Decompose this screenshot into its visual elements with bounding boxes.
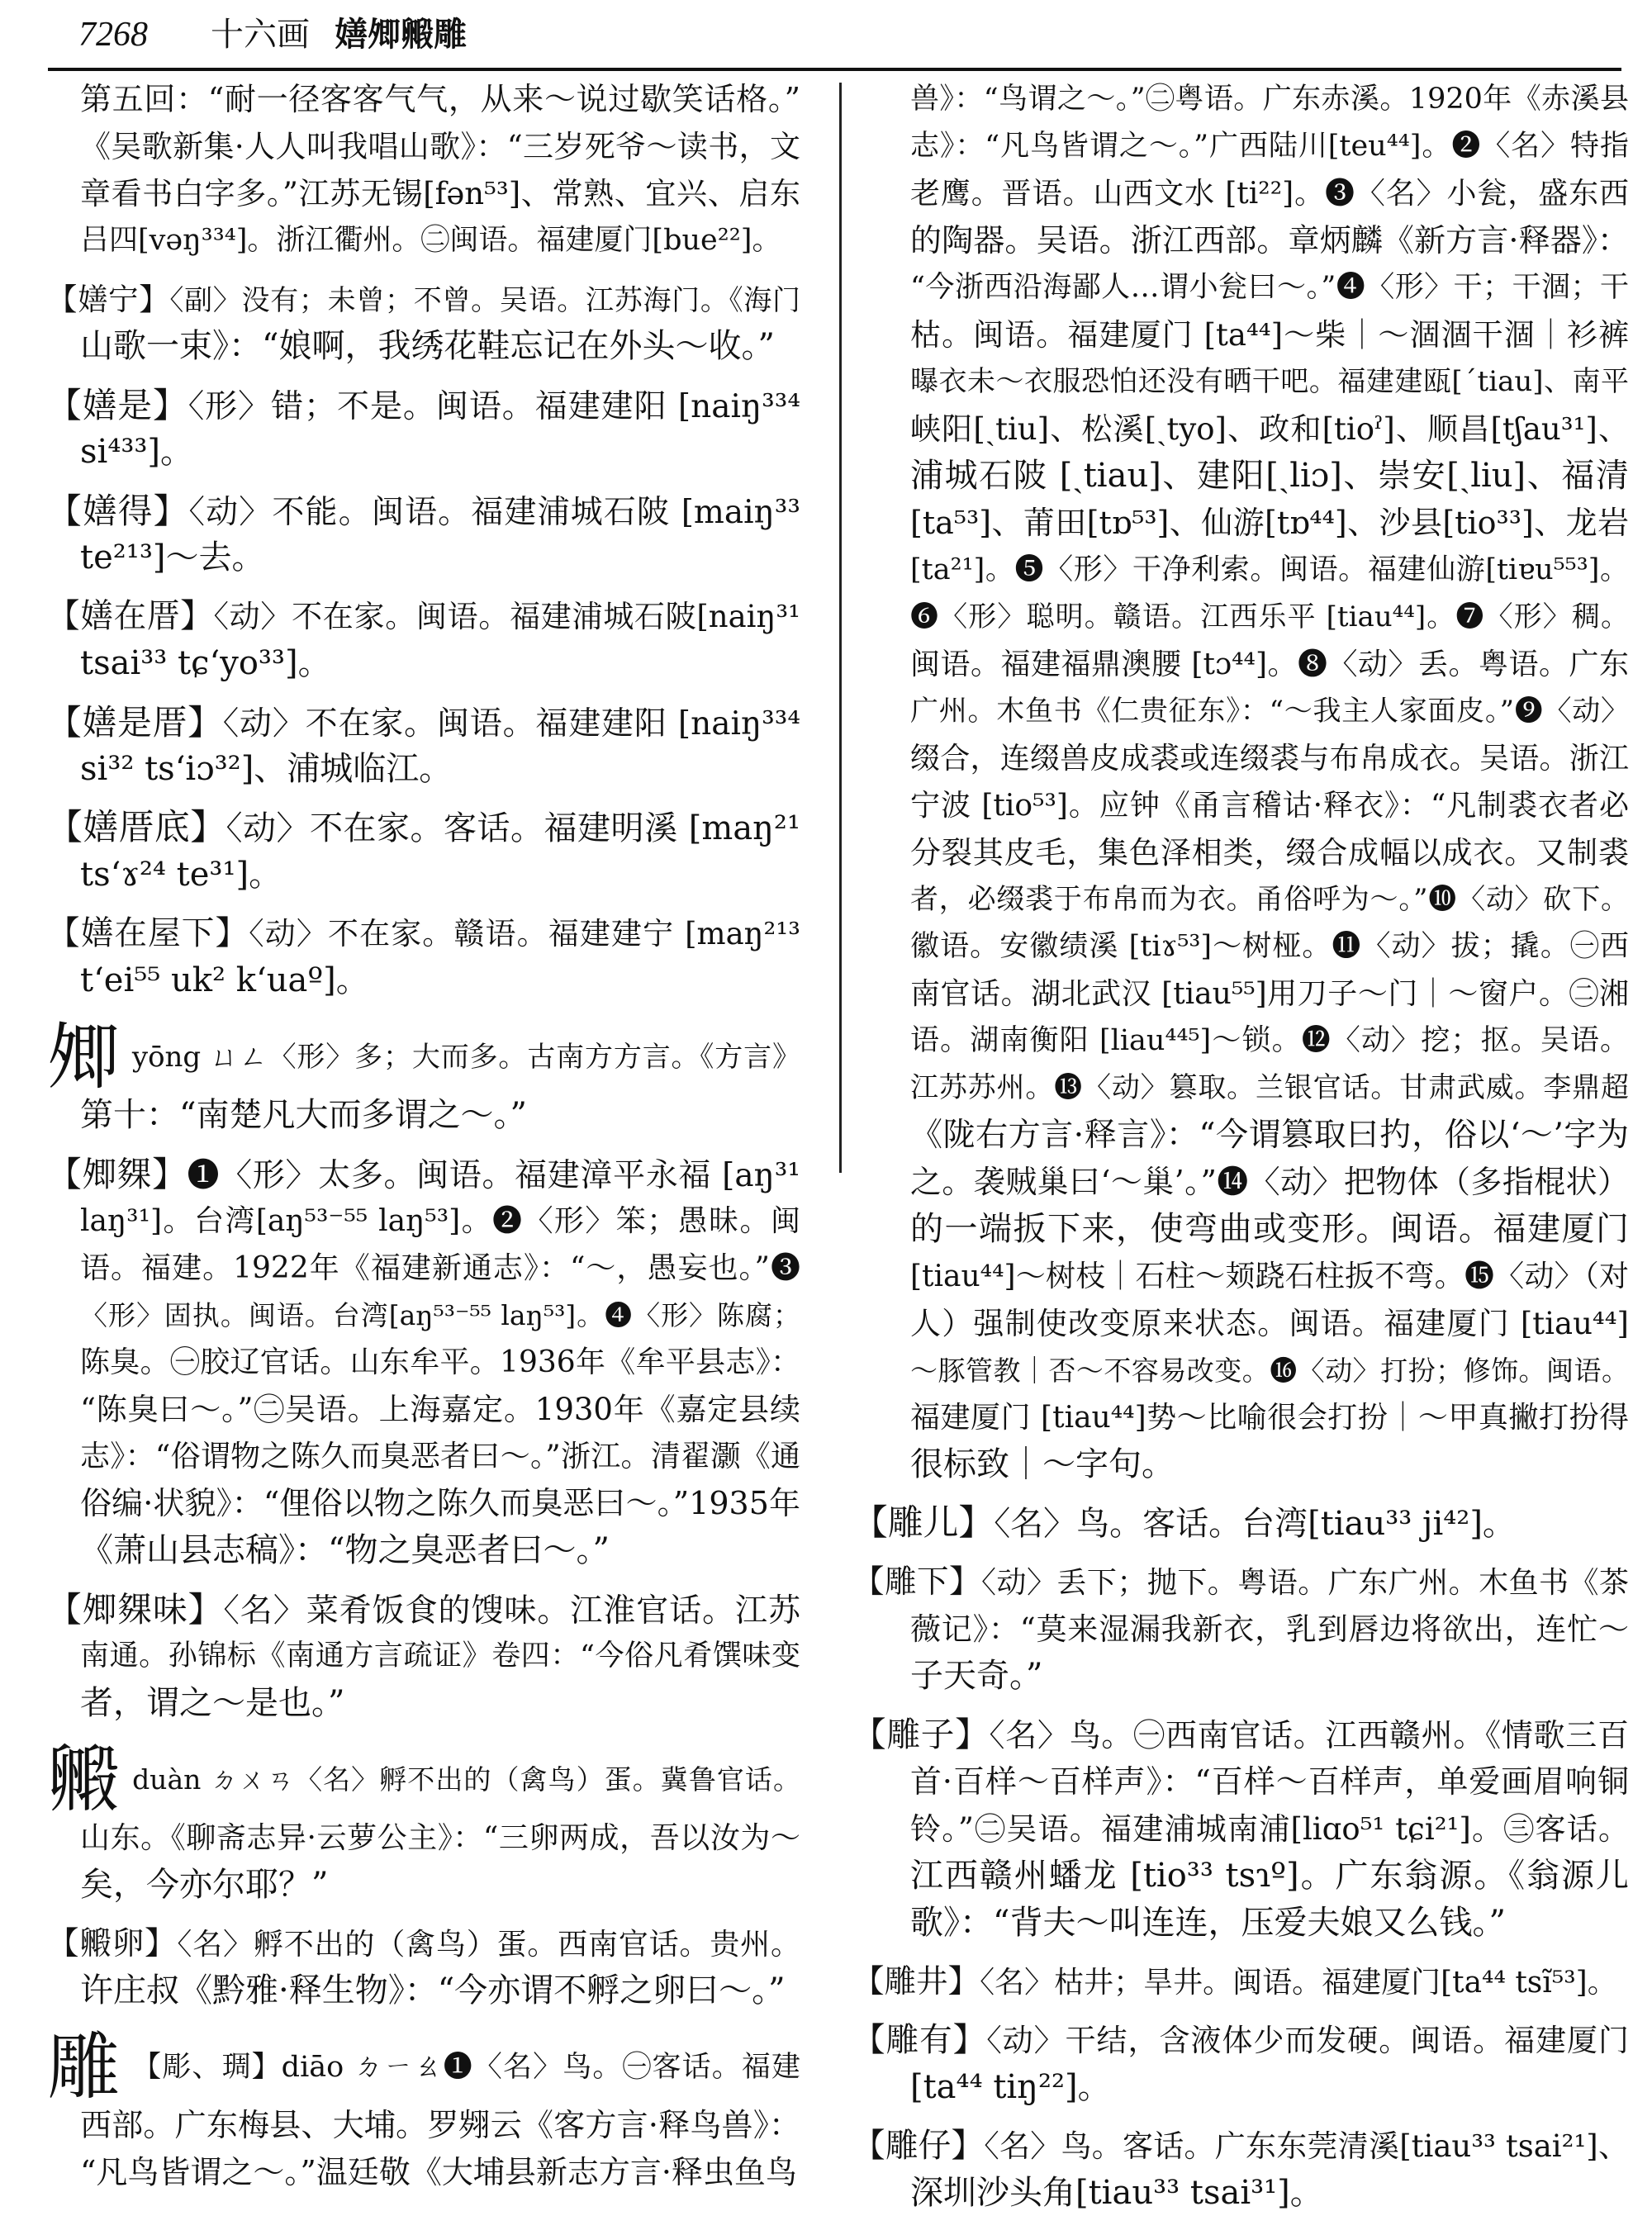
entry-text: 许庄叔《黔雅·释生物》：“今亦谓不孵之卵曰～。” bbox=[80, 1971, 786, 2009]
entry-text: 〈动〉不在家。客话。福建明溪 [maŋ²¹ bbox=[225, 809, 801, 847]
entry-text: laŋ³¹]。台湾[aŋ⁵³⁻⁵⁵ laŋ⁵³]。❷〈形〉笨；愚昧。闽 bbox=[80, 1204, 800, 1238]
left-column bbox=[47, 76, 800, 2196]
entry-line bbox=[852, 1112, 1629, 1159]
entry-line bbox=[47, 910, 800, 957]
entry-text: 分裂其皮毛，集色泽相类，缀合成幅以成衣。又制裘 bbox=[910, 835, 1629, 871]
entry-text: 南官话。湖北武汉 [tiau⁵⁵]用刀子～门｜～窗户。㊁湘 bbox=[910, 977, 1629, 1011]
entry-text: 矣，今亦尔耶？” bbox=[80, 1866, 329, 1904]
stroke-section: 十六画 bbox=[211, 16, 310, 54]
entry-text: 广州。木鱼书《仁贵征东》：“～我主人家面皮。”❾〈动〉 bbox=[910, 695, 1629, 728]
entry-text: ～豚管教｜否～不容易改变。⓰〈动〉打扮；修饰。闽语。 bbox=[910, 1355, 1629, 1387]
entry-line bbox=[47, 382, 800, 429]
entry-text: te²¹³]～去。 bbox=[80, 539, 265, 576]
entry-text: 〈名〉孵不出的（禽鸟）蛋。西南官话。贵州。 bbox=[177, 1928, 800, 1962]
entry-line bbox=[47, 2024, 800, 2109]
dictionary-entry bbox=[852, 1559, 1629, 1700]
entry-text: ❶〈形〉太多。闽语。福建漳平永福 [aŋ³¹ bbox=[187, 1157, 800, 1194]
entry-line bbox=[47, 2102, 800, 2149]
headword: 【雕仔】 bbox=[852, 2127, 985, 2165]
entry-line bbox=[852, 217, 1629, 264]
entry-text: tsʻɤ²⁴ te³¹]。 bbox=[80, 856, 282, 894]
entry-line bbox=[852, 782, 1629, 829]
entry-text: 志》：“俗谓物之陈久而臭恶者曰～。”浙江。清翟灏《通 bbox=[80, 1440, 800, 1473]
page-number: 7268 bbox=[78, 16, 148, 54]
entry-line bbox=[47, 487, 800, 534]
entry-line bbox=[47, 1586, 800, 1633]
entry-line bbox=[852, 2123, 1629, 2170]
dictionary-entry bbox=[47, 593, 800, 687]
entry-text: yōng ㄩㄥ〈形〉多；大而多。古南方方言。《方言》 bbox=[131, 1041, 800, 1074]
entry-line bbox=[852, 547, 1629, 594]
headword: 【𡖖㚌】 bbox=[47, 1154, 188, 1194]
entry-text: 很标致｜～字句。 bbox=[910, 1445, 1175, 1483]
entry-line bbox=[47, 1386, 800, 1433]
entry-line bbox=[47, 123, 800, 170]
dictionary-entry bbox=[852, 1500, 1629, 1547]
right-column bbox=[852, 76, 1629, 2217]
entry-text: 〈名〉鸟。㊀西南官话。江西赣州。《情歌三百 bbox=[989, 1717, 1629, 1753]
head-character: 毈 bbox=[47, 1737, 121, 1822]
entry-text: 曝衣未～衣服恐怕还没有晒干吧。福建建瓯[ˊtiau]、南平 bbox=[910, 365, 1629, 398]
entry-text: 江西赣州蟠龙 [tio³³ tsɿº]。广东翁源。《翁源儿 bbox=[910, 1857, 1629, 1895]
entry-line bbox=[852, 1441, 1629, 1488]
entry-text: 〈副〉没有；未曾；不曾。吴语。江苏海门。《海门 bbox=[169, 284, 800, 317]
headword: 【嫸厝底】 bbox=[47, 807, 226, 848]
headword: 【嫸宁】 bbox=[47, 282, 170, 317]
entry-line bbox=[47, 804, 800, 852]
entry-line bbox=[47, 1480, 800, 1527]
entry-text: 老鹰。晋语。山西文水 [ti²²]。❸〈名〉小瓮，盛东西 bbox=[910, 177, 1629, 211]
entry-text: 徽语。安徽绩溪 [tiɤ⁵³]～树桠。⓫〈动〉拔；撬。㊀西 bbox=[910, 930, 1629, 963]
entry-text: 江苏苏州。⓭〈动〉篡取。兰银官话。甘肃武威。李鼎超 bbox=[910, 1071, 1629, 1104]
entry-line bbox=[47, 1967, 800, 2014]
entry-text: 〈名〉鸟。客话。广东东莞清溪[tiau³³ tsai²¹]、 bbox=[984, 2128, 1629, 2164]
entry-text: 〈名〉菜肴饭食的馊味。江淮官话。江苏 bbox=[223, 1592, 800, 1630]
entry-text: 〈动〉不在家。闽语。福建浦城石陂[naiŋ³¹ bbox=[213, 599, 800, 634]
headword: 【雕儿】 bbox=[852, 1502, 995, 1544]
entry-line bbox=[852, 1900, 1629, 1947]
entry-line bbox=[47, 1339, 800, 1386]
entry-text: 浦城石陂 [ˏtiau]、建阳[ˏliɔ]、崇安[ˏliu]、福清 bbox=[910, 457, 1629, 495]
headword: 【雕下】 bbox=[852, 1563, 981, 1601]
header-characters: 嫸𡖖毈雕 bbox=[335, 15, 467, 54]
entry-line bbox=[47, 1920, 800, 1967]
entry-line bbox=[852, 923, 1629, 970]
entry-line bbox=[47, 170, 800, 217]
entry-text: 铃。”㊁吴语。福建浦城南浦[liɑo⁵¹ tɕi²¹]。㊂客话。 bbox=[910, 1811, 1629, 1847]
entry-line bbox=[852, 641, 1629, 688]
dictionary-entry bbox=[47, 2024, 800, 2196]
entry-line bbox=[852, 2170, 1629, 2217]
headword: 【嫸是厝】 bbox=[47, 702, 223, 743]
entry-text: [ta²¹]。❺〈形〉干净利索。闽语。福建仙游[tiɐu⁵⁵³]。 bbox=[910, 553, 1629, 586]
entry-text: “凡鸟皆谓之～。”温廷敬《大埔县新志方言·释虫鱼鸟 bbox=[80, 2154, 797, 2190]
entry-text: 〈动〉不在家。赣语。福建建宁 [maŋ²¹³ bbox=[249, 916, 800, 951]
entry-line bbox=[852, 1159, 1629, 1206]
entry-text: 语。湖南衡阳 [liau⁴⁴⁵]～锁。⓬〈动〉挖；抠。吴语。 bbox=[910, 1024, 1629, 1057]
column-divider bbox=[839, 83, 842, 1173]
entry-text: 之。袭贼巢曰‘～巢’。”⓮〈动〉把物体（多指棍状） bbox=[910, 1164, 1629, 1200]
dictionary-entry bbox=[852, 2017, 1629, 2111]
entry-line bbox=[852, 1853, 1629, 1900]
entry-line bbox=[47, 1433, 800, 1480]
entry-text: 西部。广东梅县、大埔。罗翙云《客方言·释鸟兽》： bbox=[80, 2107, 800, 2143]
entry-line bbox=[47, 640, 800, 687]
entry-line bbox=[47, 1151, 800, 1198]
dictionary-entry bbox=[47, 1920, 800, 2014]
entry-text: tsai³³ tɕʻyo³³]。 bbox=[80, 644, 331, 682]
entry-line bbox=[47, 76, 800, 123]
entry-line bbox=[47, 276, 800, 323]
headword: 【嫸是】 bbox=[47, 385, 188, 425]
dictionary-entry bbox=[47, 76, 800, 264]
entry-line bbox=[47, 1245, 800, 1292]
entry-text: 《吴歌新集·人人叫我唱山歌》：“三岁死爷～读书，文 bbox=[80, 129, 800, 164]
entry-line bbox=[47, 1092, 800, 1139]
entry-line bbox=[852, 1805, 1629, 1853]
entry-text: si⁴³³]。 bbox=[80, 433, 194, 471]
entry-text: 〈动〉不能。闽语。福建浦城石陂 [maiŋ³³ bbox=[188, 494, 800, 531]
entry-line bbox=[47, 1014, 800, 1099]
entry-line bbox=[47, 1815, 800, 1862]
entry-text: 第十：“南楚凡大而多谓之～。” bbox=[80, 1096, 527, 1134]
entry-line bbox=[47, 1633, 800, 1680]
entry-line bbox=[47, 429, 800, 476]
entry-line bbox=[47, 957, 800, 1004]
entry-line bbox=[852, 1559, 1629, 1606]
dictionary-entry bbox=[852, 1711, 1629, 1947]
entry-text: 〈形〉错；不是。闽语。福建建阳 [naiŋ³³⁴ bbox=[188, 388, 800, 425]
dictionary-entry bbox=[47, 1151, 800, 1574]
entry-text: [ta⁴⁴ tiŋ²²]。 bbox=[910, 2068, 1111, 2106]
entry-text: 的一端扳下来，使弯曲或变形。闽语。福建厦门 bbox=[910, 1210, 1629, 1248]
entry-line bbox=[852, 1253, 1629, 1300]
entry-text: 闽语。福建福鼎澳腰 [tɔ⁴⁴]。❽〈动〉丢。粤语。广东 bbox=[910, 648, 1629, 681]
entry-text: 〈动〉不在家。闽语。福建建阳 [naiŋ³³⁴ bbox=[222, 705, 800, 743]
entry-line bbox=[852, 970, 1629, 1018]
entry-line bbox=[852, 1500, 1629, 1547]
entry-text: “今浙西沿海鄙人…谓小瓮曰～。”❹〈形〉干；干涸；干 bbox=[910, 271, 1629, 304]
entry-text: 福建厦门 [tiau⁴⁴]势～比喻很会打扮｜～甲真撇打扮得 bbox=[910, 1401, 1629, 1435]
entry-text: 南通。孙锦标《南通方言疏证》卷四：“今俗凡肴馔味变 bbox=[80, 1639, 800, 1672]
entry-text: [tiau⁴⁴]～树枝｜石柱～𫠆跷石柱扳不弯。⓯〈动〉（对 bbox=[910, 1260, 1629, 1293]
entry-line bbox=[852, 1018, 1629, 1065]
entry-text: 吕四[vəŋ³³⁴]。浙江衢州。㊁闽语。福建厦门[bue²²]。 bbox=[80, 224, 781, 257]
dictionary-entry bbox=[852, 76, 1629, 1488]
running-header bbox=[78, 12, 657, 58]
entry-line bbox=[47, 217, 800, 264]
entry-line bbox=[852, 829, 1629, 876]
entry-text: 子天奇。” bbox=[910, 1657, 1043, 1695]
entry-line bbox=[852, 1206, 1629, 1253]
entry-line bbox=[852, 2017, 1629, 2064]
dictionary-entry bbox=[47, 1586, 800, 1727]
dictionary-entry bbox=[47, 382, 800, 476]
dictionary-entry bbox=[47, 487, 800, 581]
entry-line bbox=[852, 311, 1629, 358]
entry-line bbox=[852, 1758, 1629, 1805]
entry-text: 宁波 [tio⁵³]。应钟《甬言稽诂·释衣》：“凡制裘衣者必 bbox=[910, 789, 1629, 823]
entry-line bbox=[852, 1065, 1629, 1112]
dictionary-entry bbox=[47, 910, 800, 1004]
headword: 【雕子】 bbox=[852, 1715, 990, 1754]
entry-line bbox=[47, 1680, 800, 1727]
entry-line bbox=[47, 593, 800, 640]
headword: 【𡖖㚌味】 bbox=[47, 1589, 224, 1630]
entry-line bbox=[47, 699, 800, 746]
entry-line bbox=[47, 746, 800, 793]
entry-line bbox=[852, 1347, 1629, 1394]
entry-text: 〈名〉鸟。客话。台湾[tiau³³ ji⁴²]。 bbox=[994, 1505, 1516, 1543]
entry-text: 人）强制使改变原来状态。闽语。福建厦门 [tiau⁴⁴] bbox=[910, 1306, 1629, 1341]
entry-text: 枯。闽语。福建厦门 [ta⁴⁴]～柴｜～涸涸干涸｜衫裤 bbox=[910, 317, 1629, 353]
entry-line bbox=[852, 1653, 1629, 1700]
entry-line bbox=[47, 1737, 800, 1822]
entry-line bbox=[852, 76, 1629, 123]
entry-text: 首·百样～百样声》：“百样～百样声，单爱画眉响铜 bbox=[910, 1763, 1629, 1800]
head-character: 雕 bbox=[47, 2024, 121, 2109]
entry-line bbox=[852, 123, 1629, 170]
entry-text: 深圳沙头角[tiau³³ tsai³¹]。 bbox=[910, 2174, 1323, 2212]
entry-line bbox=[852, 1300, 1629, 1347]
entry-line bbox=[47, 323, 800, 370]
headword: 【嫸在厝】 bbox=[47, 597, 214, 635]
entry-line bbox=[852, 1711, 1629, 1758]
entry-line bbox=[47, 2149, 800, 2196]
entry-text: si³² tsʻiɔ³²]、浦城临江。 bbox=[80, 750, 453, 788]
entry-text: 山东。《聊斋志异·云萝公主》：“三卵两成，吾以汝为～ bbox=[80, 1821, 800, 1855]
dictionary-entry bbox=[47, 276, 800, 370]
entry-text: 〈动〉丢下；抛下。粤语。广东广州。木鱼书《茶 bbox=[980, 1566, 1629, 1600]
entry-line bbox=[852, 1606, 1629, 1653]
entry-line bbox=[47, 852, 800, 899]
entry-line bbox=[852, 1958, 1629, 2005]
entry-text: 《陇右方言·释言》：“今谓篡取曰扚，俗以‘～’字为 bbox=[910, 1117, 1629, 1154]
entry-text: 者，必缀裘于布帛而为衣。甬俗呼为～。”❿〈动〉砍下。 bbox=[910, 883, 1629, 916]
head-character: 𡖖 bbox=[47, 1014, 121, 1099]
dictionary-entry bbox=[852, 1958, 1629, 2005]
entry-text: tʻei⁵⁵ uk² kʻuaº]。 bbox=[80, 961, 369, 999]
entry-text: 〈名〉枯井；旱井。闽语。福建厦门[ta⁴⁴ tsĩ⁵³]。 bbox=[980, 1966, 1617, 2000]
entry-line bbox=[852, 170, 1629, 217]
dictionary-entry bbox=[47, 1737, 800, 1909]
dictionary-entry bbox=[47, 1014, 800, 1139]
entry-line bbox=[852, 876, 1629, 923]
entry-text: 陈臭。㊀胶辽官话。山东牟平。1936年《牟平县志》： bbox=[80, 1345, 800, 1379]
entry-text: ❻〈形〉聪明。赣语。江西乐平 [tiau⁴⁴]。❼〈形〉稠。 bbox=[910, 600, 1629, 633]
entry-text: 山歌一束》：“娘啊，我绣花鞋忘记在外头～收。” bbox=[80, 327, 775, 365]
entry-text: 俗编·状貌》：“俚俗以物之陈久而臭恶曰～。”1935年 bbox=[80, 1485, 800, 1521]
entry-line bbox=[47, 1198, 800, 1245]
entry-line bbox=[852, 594, 1629, 641]
entry-text: [ta⁵³]、莆田[tɒ⁵³]、仙游[tɒ⁴⁴]、沙县[tio³³]、龙岩 bbox=[910, 505, 1629, 541]
entry-text: 《萧山县志稿》：“物之臭恶者曰～。” bbox=[80, 1531, 610, 1569]
entry-line bbox=[852, 264, 1629, 311]
entry-text: 兽》：“鸟谓之～。”㊁粤语。广东赤溪。1920年《赤溪县 bbox=[910, 83, 1629, 116]
entry-text: 语。福建。1922年《福建新通志》：“～，愚妄也。”❸ bbox=[80, 1251, 800, 1285]
headword: 【嫸在屋下】 bbox=[47, 914, 249, 952]
header-rule bbox=[48, 68, 1621, 71]
entry-line bbox=[47, 1527, 800, 1574]
entry-line bbox=[852, 2064, 1629, 2111]
headword: 【雕有】 bbox=[852, 2021, 987, 2059]
headword: 【雕井】 bbox=[852, 1963, 980, 2000]
entry-line bbox=[852, 453, 1629, 500]
entry-text: 歌》：“背夫～叫连连，压爱夫娘又么钱。” bbox=[910, 1904, 1506, 1942]
entry-text: 峡阳[ˏtiu]、松溪[ˏtyo]、政和[tioˀ]、顺昌[tʃau³¹]、 bbox=[910, 411, 1629, 447]
entry-text: 薇记》：“莫来湿漏我新衣，乳到唇边将欲出，连忙～ bbox=[910, 1611, 1629, 1647]
entry-text: 缀合，连缀兽皮成裘或连缀裘与布帛成衣。吴语。浙江 bbox=[910, 742, 1629, 776]
entry-text: 的陶器。吴语。浙江西部。章炳麟《新方言·释器》： bbox=[910, 222, 1629, 259]
entry-text: 者，谓之～是也。” bbox=[80, 1684, 345, 1722]
entry-line bbox=[852, 500, 1629, 547]
dictionary-entry bbox=[47, 699, 800, 793]
entry-line bbox=[852, 358, 1629, 406]
entry-text: 志》：“凡鸟皆谓之～。”广西陆川[teu⁴⁴]。❷〈名〉特指 bbox=[910, 130, 1629, 163]
entry-text: duàn ㄉㄨㄢ〈名〉孵不出的（禽鸟）蛋。冀鲁官话。 bbox=[132, 1763, 800, 1796]
entry-line bbox=[852, 735, 1629, 782]
entry-text: 章看书白字多。”江苏无锡[fən⁵³]、常熟、宜兴、启东 bbox=[80, 176, 800, 211]
dictionary-entry bbox=[852, 2123, 1629, 2217]
dictionary-entry bbox=[47, 804, 800, 899]
entry-line bbox=[47, 534, 800, 581]
entry-text: 【彫、琱】diāo ㄉㄧㄠ❶〈名〉鸟。㊀客话。福建 bbox=[132, 2051, 800, 2084]
headword: 【嫸得】 bbox=[47, 491, 189, 531]
entry-text: 〈形〉固执。闽语。台湾[aŋ⁵³⁻⁵⁵ laŋ⁵³]。❹〈形〉陈腐； bbox=[80, 1299, 800, 1331]
entry-line bbox=[852, 406, 1629, 453]
headword: 【毈卵】 bbox=[47, 1925, 178, 1962]
entry-line bbox=[852, 688, 1629, 735]
entry-line bbox=[47, 1862, 800, 1909]
entry-text: 〈动〉干结，含液体少而发硬。闽语。福建厦门 bbox=[986, 2023, 1629, 2058]
entry-line bbox=[852, 1394, 1629, 1441]
entry-line bbox=[47, 1292, 800, 1339]
entry-text: “陈臭曰～。”㊁吴语。上海嘉定。1930年《嘉定县续 bbox=[80, 1392, 800, 1427]
entry-text: 第五回：“耐一径客客气气，从来～说过歇笑话格。” bbox=[80, 81, 800, 117]
